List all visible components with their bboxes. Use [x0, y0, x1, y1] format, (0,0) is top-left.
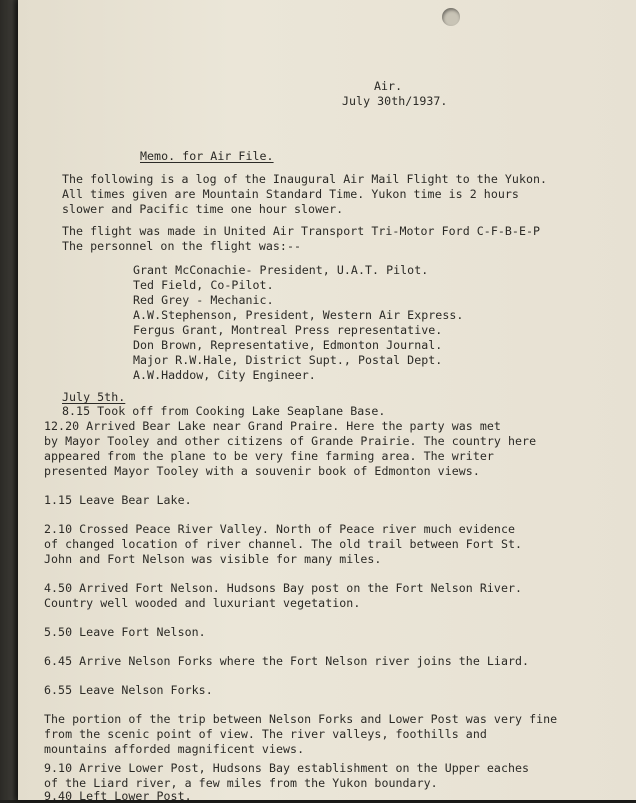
day-heading: July 5th. — [62, 390, 126, 404]
log-entry-line: mountains afforded magnificent views. — [44, 742, 305, 756]
page-edge-shadow — [0, 0, 20, 800]
header-location: Air. — [374, 79, 403, 93]
log-entry-line: 9.10 Arrive Lower Post, Hudsons Bay establishment on the Upper eaches — [44, 761, 530, 775]
header-date: July 30th/1937. — [342, 94, 448, 108]
log-entry-line: 6.45 Arrive Nelson Forks where the Fort Nelson river joins the Liard. — [44, 654, 530, 668]
log-entry-line: 8.15 Took off from Cooking Lake Seaplane Base. — [62, 404, 386, 418]
memo-title: Memo. for Air File. — [140, 149, 274, 163]
log-entry-line: of changed location of river channel. The old trail between Fort St. — [44, 537, 523, 551]
aircraft-line: The flight was made in United Air Transport Tri-Motor Ford C-F-B-E-P — [62, 224, 541, 238]
personnel-item: Don Brown, Representative, Edmonton Journal. — [133, 338, 443, 352]
log-entry-line: 4.50 Arrived Fort Nelson. Hudsons Bay post on the Fort Nelson River. — [44, 581, 523, 595]
log-entry-line: of the Liard river, a few miles from the Yukon boundary. — [44, 776, 438, 790]
personnel-item: A.W.Haddow, City Engineer. — [133, 368, 316, 382]
log-entry-line: 6.55 Leave Nelson Forks. — [44, 683, 213, 697]
personnel-item: Red Grey - Mechanic. — [133, 293, 274, 307]
punch-hole — [442, 8, 460, 26]
intro-line: The following is a log of the Inaugural Air Mail Flight to the Yukon. — [62, 172, 548, 186]
log-entry-line: from the scenic point of view. The river valleys, foothills and — [44, 727, 487, 741]
log-entry-line: by Mayor Tooley and other citizens of Grande Prairie. The country here — [44, 434, 537, 448]
intro-line: slower and Pacific time one hour slower. — [62, 202, 344, 216]
log-entry-line: 1.15 Leave Bear Lake. — [44, 493, 192, 507]
log-entry-line: presented Mayor Tooley with a souvenir book of Edmonton views. — [44, 464, 480, 478]
log-entry-line: 2.10 Crossed Peace River Valley. North of Peace river much evidence — [44, 522, 516, 536]
typed-memo-page — [18, 0, 636, 803]
personnel-item: Grant McConachie- President, U.A.T. Pilot. — [133, 263, 429, 277]
log-entry-line: John and Fort Nelson was visible for many miles. — [44, 552, 382, 566]
personnel-item: A.W.Stephenson, President, Western Air Express. — [133, 308, 464, 322]
log-entry-line: appeared from the plane to be very fine farming area. The writer — [44, 449, 494, 463]
aircraft-line: The personnel on the flight was:-- — [62, 239, 302, 253]
intro-line: All times given are Mountain Standard Time. Yukon time is 2 hours — [62, 187, 519, 201]
log-entry-line: 12.20 Arrived Bear Lake near Grand Praire. Here the party was met — [44, 419, 501, 433]
personnel-item: Fergus Grant, Montreal Press representative. — [133, 323, 443, 337]
personnel-item: Major R.W.Hale, District Supt., Postal Dept. — [133, 353, 443, 367]
personnel-item: Ted Field, Co-Pilot. — [133, 278, 274, 292]
log-entry-line: The portion of the trip between Nelson Forks and Lower Post was very fine — [44, 712, 558, 726]
log-entry-line: 5.50 Leave Fort Nelson. — [44, 625, 206, 639]
log-entry-line: Country well wooded and luxuriant vegetation. — [44, 596, 361, 610]
log-entry-line: 9.40 Left Lower Post. — [44, 789, 192, 803]
